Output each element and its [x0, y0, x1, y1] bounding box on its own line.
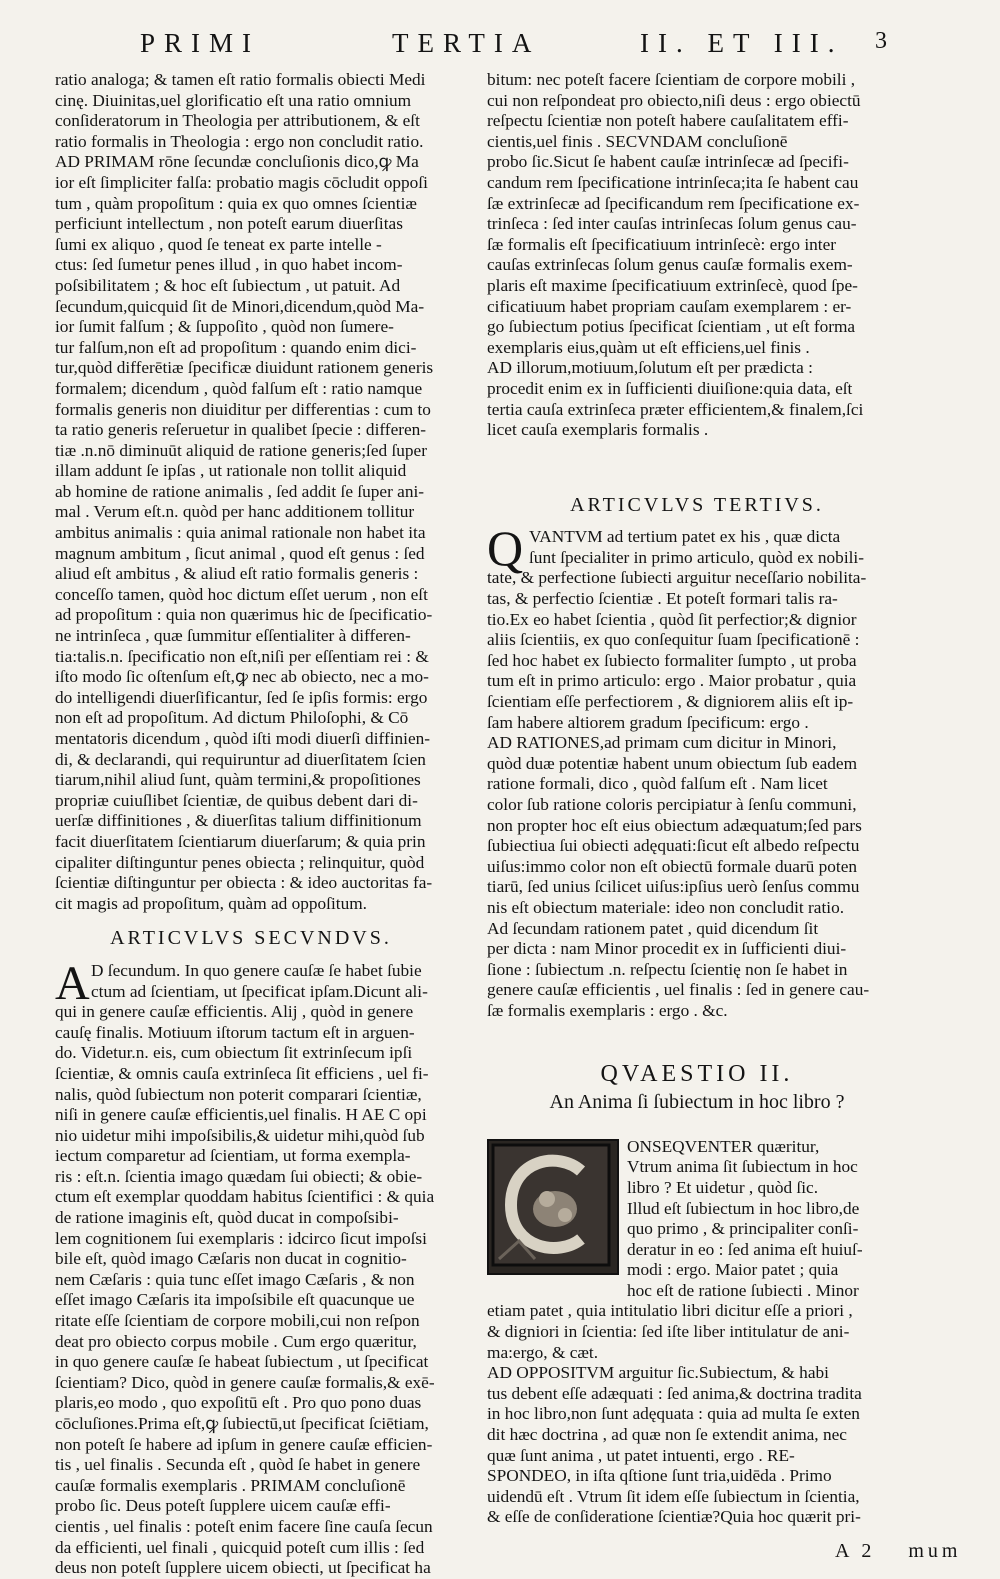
text-line: tiæ .n.nō diminuūt aliquid de ratione generis;ſed ſuper [55, 440, 427, 460]
text-line: de ratione imaginis eſt, quòd ducat in compoſsibi- [55, 1208, 399, 1228]
right-column [487, 70, 907, 1528]
text-line: ne intrinſeca , quæ ſummitur eſſentialiter à differen- [55, 626, 411, 646]
text-line: da efficienti, uel finali , quicquid poteſt cum illis : ſed [55, 1537, 425, 1557]
text-line: ſam habere altiorem gradum ſpecificum: ergo . [487, 712, 809, 732]
text-line: dit hæc doctrina , ad quæ non ſe extendit anima, nec [487, 1425, 847, 1445]
text-line: non poteſt ſe habere ad ipſum in genere cauſæ efficien- [55, 1434, 433, 1454]
text-line: aliud eſt ambitus , & aliud eſt ratio formalis generis : [55, 564, 419, 584]
text-line: probo ſic. Deus poteſt ſupplere uicem cauſæ effi- [55, 1496, 391, 1516]
text-line: hoc eſt de ratione ſubiecti . Minor [627, 1280, 859, 1300]
left-text-block-b [55, 956, 447, 1579]
text-line: cipaliter diſtinguntur penes obiecta ; relinquitur, quòd [55, 852, 425, 872]
text-line: ſumi ex aliquo , quod ſe teneat ex parte intelle - [55, 234, 382, 254]
decorated-initial-c-woodcut [487, 1139, 619, 1275]
text-line: licet cauſa exemplaris formalis . [487, 420, 709, 440]
text-line: quæ ſunt anima , ut patet intuenti, ergo . RE- [487, 1445, 795, 1465]
text-line: do intelligendi diuerſificantur, ſed ſe ipſis formis: ergo [55, 687, 428, 707]
text-line: tur falſum,non eſt ad propoſitum : quando enim dici- [55, 337, 417, 357]
text-line: uiſus:immo color non eſt obiectū formale duarū poten [487, 856, 858, 876]
right-text-block-d [487, 1301, 907, 1528]
text-line: nio uidetur mihi impoſsibilis,& uidetur mihi,quòd ſub [55, 1125, 425, 1145]
text-line: mentatoris dicendum , quòd iſti modi diuerſi diffinien- [55, 729, 431, 748]
text-line: trinſeca : ſed inter cauſas intrinſecas ſolum genus cau- [487, 214, 857, 234]
text-line: tis , uel finalis . Secunda eſt , quòd ſe habet in genere [55, 1455, 421, 1475]
text-line: ma:ergo, & cæt. [487, 1342, 599, 1362]
right-text-block-b [487, 527, 907, 1021]
text-line: reſpectu ſcientiæ non poteſt habere cauſalitatem effi- [487, 111, 849, 131]
text-line: quòd duæ potentiæ habent unum obiectum ſub eadem [487, 753, 858, 773]
text-line: ior eſt ſimpliciter falſa: probatio magis cōcludit oppoſi [55, 172, 428, 192]
text-line: facit diuerſitatem ſcientiarum diuerſarum; & quia prin [55, 831, 426, 851]
text-line: ab homine de ratione animalis , ſed addit ſe ſuper ani- [55, 481, 425, 501]
text-line: ſed hoc habet ex ſubiecto formaliter ſumpto , ut proba [487, 650, 857, 670]
text-line: eſſet imago Cæſaris ita impoſsibile eſt quacunque ue [55, 1290, 415, 1310]
text-line: ris : eſt.n. ſcientia imago quædam ſui obiecti; & obie- [55, 1166, 423, 1186]
text-line: ſæ formalis exemplaris : ergo . &c. [487, 1000, 728, 1020]
text-line: tus debent eſſe adæquati : ſed anima,& doctrina tradita [487, 1383, 862, 1403]
running-head-right: II. ET III. [640, 28, 844, 58]
text-line: tertia cauſa extrinſeca præter efficientem,& finalem,ſci [487, 399, 864, 419]
article-heading-secundus: ARTICVLVS SECVNDVS. [110, 927, 392, 950]
text-line: mal . Verum eſt.n. quòd per hanc additionem tollitur [55, 502, 415, 522]
text-line: tiarum,nihil aliud ſunt, quàm termini,& propoſitiones [55, 770, 421, 790]
text-line: ſcientiæ diſtinguntur per obiecta : & ideo auctoritas fa- [55, 873, 433, 893]
text-line: bitum: nec poteſt facere ſcientiam de corpore mobili , [487, 70, 856, 89]
text-line: propriæ cuiuſlibet ſcientiæ, de quibus debent dari di- [55, 790, 418, 810]
left-text-block-a [55, 70, 447, 914]
text-line: ſunt ſpecialiter in primo articulo, quòd ex nobili- [529, 547, 864, 567]
page-number: 3 [875, 28, 887, 54]
text-line: poſsibilitatem ; & hoc eſt ſubiectum , ut patuit. Ad [55, 275, 401, 295]
text-line: tate, & perfectione ſubiecti arguitur neceſſario nobilita- [487, 568, 867, 588]
right-text-block-a [487, 70, 907, 441]
text-line: cientis , uel finalis : poteſt enim facere ſine cauſa ſecun [55, 1516, 433, 1536]
text-line: probo ſic.Sicut ſe habent cauſæ intrinſecæ ad ſpecifi- [487, 152, 849, 172]
text-line: bile eſt, quòd imago Cæſaris non ducat in cognitio- [55, 1249, 407, 1269]
text-line: AD illorum,motiuum,ſolutum eſt per prædicta : [487, 358, 813, 378]
text-line: procedit enim ex in ſufficienti diuiſione:quia data, eſt [487, 378, 853, 398]
text-line: ſubiectiua ſui obiecti adęquati:ſicut eſt albedo reſpectu [487, 836, 860, 856]
text-line: ſæ formalis eſt ſpecificatiuum intrinſecè: ergo inter [487, 234, 837, 254]
text-line: ior ſumit falſum ; & ſuppoſito , quòd non ſumere- [55, 317, 394, 337]
text-line: Illud eſt ſubiectum in hoc libro,de [627, 1198, 860, 1218]
text-line: aliis ſcientiis, ex quo conſequitur ſuam ſpecificationē : [487, 630, 860, 650]
text-line: tum eſt in primo articulo: ergo . Maior probatur , quia [487, 671, 857, 691]
catchword: mum [908, 1540, 962, 1562]
text-line: ratione formali, dico , quòd falſum eſt . Nam licet [487, 774, 828, 794]
text-line: qui in genere cauſæ efficientis. Alij , quòd in genere [55, 1002, 414, 1022]
text-line: & digniori in ſcientia: ſed iſte liber intitulatur de ani- [487, 1322, 850, 1342]
text-line: SPONDEO, in iſta qſtione ſunt tria,uidēda . Primo [487, 1466, 832, 1486]
running-head-left: PRIMI [140, 28, 261, 58]
text-line: ad propoſitum : quia non quærimus hic de ſpecificatio- [55, 605, 433, 625]
text-line: ſcientiam eſſe perfectiorem , & digniorem aliis eſt ip- [487, 692, 854, 712]
text-line: non propter hoc eſt eius obiectum adæquatum;ſed pars [487, 815, 862, 835]
text-line: do. Videtur.n. eis, cum obiectum ſit extrinſecum ipſi [55, 1043, 413, 1063]
text-line: cientis,uel finis . SECVNDAM concluſionē [487, 131, 788, 151]
text-line: tas, & perfectio ſcientiæ . Et poteſt formari talis ra- [487, 589, 838, 609]
text-line: lem cognitionem ſui exemplaris : idcirco ſicut impoſsi [55, 1228, 427, 1248]
text-line: etiam patet , quia intitulatio libri dicitur eſſe a priori , [487, 1301, 853, 1321]
question-title: An Anima ſi ſubiectum in hoc libro ? [549, 1091, 845, 1114]
text-line: AD PRIMAM rōne ſecundæ concluſionis dico,ꝙ Ma [55, 152, 419, 172]
text-line: ctum eſt exemplar quoddam habitus ſcientifici : & quia [55, 1187, 435, 1207]
text-line: non eſt ad propoſitum. Ad dictum Philoſophi, & Cō [55, 708, 409, 728]
text-line: ſione : ſubiectum .n. reſpectu ſcientię non ſe habet in [487, 959, 848, 979]
text-line: VANTVM ad tertium patet ex his , quæ dicta [529, 527, 841, 547]
text-line: ONSEQVENTER quæritur, [627, 1136, 820, 1156]
article-secundus-body [55, 956, 447, 1579]
text-line: cauſæ formalis exemplaris . PRIMAM concluſionē [55, 1475, 406, 1495]
initial-letter-q: Q [487, 520, 524, 577]
text-line: cauſas extrinſecas ſolum genus cauſæ formalis exem- [487, 255, 853, 275]
text-line: uerſæ diffinitiones , & diuerſitas talium diffinitionum [55, 811, 422, 831]
text-line: ratio analoga; & tamen eſt ratio formalis obiecti Medi [55, 70, 426, 89]
text-line: ctus: ſed ſumetur penes illud , in quo habet incom- [55, 255, 403, 275]
text-line: formalem; dicendum , quòd falſum eſt : ratio namque [55, 378, 423, 398]
text-line: nalis, quòd ſubiectum non poterit comparari ſcientiæ, [55, 1084, 422, 1104]
text-line: ambitus animalis : quia animal rationale non habet ita [55, 523, 426, 543]
text-line: tiarū, ſed unius ſcilicet uiſus:ipſius uerò ſenſus commu [487, 877, 860, 897]
text-line: magnum ambitum , ſicut animal , quod eſt genus : ſed [55, 543, 425, 563]
running-head [140, 28, 920, 62]
text-line: cui non reſpondeat pro obiecto,niſi deus : ergo obiectū [487, 90, 861, 110]
text-line: cificatiuum habet propriam cauſam exemplarem : er- [487, 296, 852, 316]
text-line: uidendū eſt . Vtrum ſit idem eſſe ſubiectum in ſcientia, [487, 1486, 860, 1506]
text-line: ſcientiam? Dico, quòd in genere cauſæ formalis,& exē- [55, 1372, 435, 1392]
text-line: deat pro obiecto corpus mobile . Cum ergo quæritur, [55, 1331, 417, 1351]
text-line: tur,quòd differētiæ ſpecificæ diuidunt rationem generis [55, 358, 434, 378]
text-line: tio.Ex eo habet ſcientia , quòd ſit perfectior;& dignior [487, 609, 857, 629]
text-line: per dicta : nam Minor procedit ex in ſufficienti diui- [487, 939, 847, 959]
text-line: AD OPPOSITVM arguitur ſic.Subiectum, & habi [487, 1363, 829, 1383]
text-line: ta ratio generis reſeruetur in qualibet ſpecie : differen- [55, 420, 427, 440]
text-line: cinę. Diuinitas,uel glorificatio eſt una ratio omnium [55, 90, 412, 110]
article-tertius-body [487, 520, 907, 1021]
text-line: ctum ad ſcientiam, ut ſpecificat ipſam.Dicunt ali- [91, 981, 428, 1001]
initial-letter-a: A [55, 956, 90, 1010]
text-line: ſecundum,quicquid ſit de Minori,dicendum,quòd Ma- [55, 296, 425, 316]
text-line: in quo genere cauſæ ſe habeat ſubiectum , ut ſpecificat [55, 1352, 429, 1372]
text-line: libro ? Et uidetur , quòd ſic. [627, 1177, 819, 1197]
text-line: Vtrum anima ſit ſubiectum in hoc [627, 1157, 858, 1177]
signature-mark: A 2 [835, 1540, 876, 1562]
text-line: genere cauſæ efficientis , uel finalis : ſed in genere cau- [487, 980, 870, 1000]
text-line: tia:talis.n. ſpecificatio non eſt,niſi per eſſentiam rei : & [55, 646, 429, 666]
text-line: ſæ extrinſecæ ad ſpecificandum rem ſpecificatione ex- [487, 193, 860, 213]
text-line: ſcientiæ, & omnis cauſa extrinſeca ſit efficiens , uel fi- [55, 1063, 429, 1083]
text-line: color ſub ratione coloris percipiatur à ſenſu communi, [487, 795, 857, 814]
text-line: & eſſe de conſiderationе ſcientiæ?Quia hoc quærit pri- [487, 1507, 861, 1527]
text-line: deratur in eo : ſed anima eſt huiuſ- [627, 1239, 863, 1259]
text-line: modi : ergo. Maior patet ; quia [627, 1260, 839, 1280]
text-line: iſto modo ſic oſtenſum eſt,ꝙ nec ab obiecto, nec a mo- [55, 667, 429, 687]
text-line: di, & declarandi, qui requiruntur ad diuerſitatem ſcien [55, 749, 426, 769]
left-column [55, 70, 447, 1579]
text-line: nis eſt obiectum materiale: ideo non concludit ratio. [487, 897, 845, 917]
text-line: illam addunt ſe ipſas , ut rationale non tollit aliquid [55, 461, 407, 481]
text-line: Ad ſecundam rationem patet , quid dicendum ſit [487, 918, 819, 938]
text-line: D ſecundum. In quo genere cauſæ ſe habet ſubie [91, 960, 422, 980]
text-line: ritate eſſe ſcientiam de corpore mobili,cui non reſpon [55, 1311, 420, 1331]
text-line: plaris eſt maxime ſpecificatiuum extrinſecè, quod ſpe- [487, 275, 858, 295]
text-line: formalis generis non diuiditur per differentias : cum to [55, 399, 431, 419]
text-line: niſi in genere cauſæ efficientis,uel finalis. H AE C opi [55, 1105, 427, 1125]
question-body [487, 1137, 907, 1302]
text-line: tum , quàm propoſitum : quia ex quo omnes ſcientiæ [55, 193, 417, 213]
text-line: in hoc libro,non ſunt adęquata : quia ad multa ſe exten [487, 1404, 860, 1424]
article-heading-tertius: ARTICVLVS TERTIVS. [570, 493, 824, 516]
text-line: ratio formalis in Theologia : ergo non concludit ratio. [55, 131, 424, 151]
question-heading: QVAESTIO II. [600, 1060, 794, 1087]
text-line: cit magis ad propoſitum, quàm ad oppoſitum. [55, 893, 367, 913]
text-line: cōcluſiones.Prima eſt,ꝙ ſubiectū,ut ſpecificat ſciētiam, [55, 1414, 429, 1433]
text-line: exemplaris eius,quàm ut eſt efficiens,uel finis . [487, 337, 810, 357]
text-line: AD RATIONES,ad primam cum dicitur in Minori, [487, 733, 837, 753]
text-line: nem Cæſaris : quia tunc eſſet imago Cæſaris , & non [55, 1269, 415, 1289]
text-line: candum rem ſpecificatione intrinſeca;ita ſe habent cau [487, 172, 859, 192]
text-line: quo primo , & principaliter conſi- [627, 1219, 859, 1239]
text-line: plaris,eo modo , quo expoſitū eſt . Pro quo pono duas [55, 1393, 422, 1413]
text-line: conceſſo tamen, quòd hoc dictum eſſet uerum , non eſt [55, 584, 428, 604]
text-line: cauſę finalis. Motiuum iſtorum tactum eſt in arguen- [55, 1022, 415, 1042]
text-line: iectum comparetur ad ſcientiam, ut forma exempla- [55, 1146, 411, 1166]
text-line: conſideratorum in Theologia per attributionem, & eſt [55, 111, 420, 131]
page-footer [835, 1540, 961, 1563]
running-head-middle: TERTIA [392, 28, 541, 58]
text-line: go ſubiectum potius ſpecificat ſcientiam , ut eſt forma [487, 317, 856, 337]
text-line: deus non poteſt ſupplere uicem obiecti, ut ſpecificat ha [55, 1558, 431, 1578]
text-line: perficiunt intellectum , non poteſt earum diuerſitas [55, 214, 403, 234]
